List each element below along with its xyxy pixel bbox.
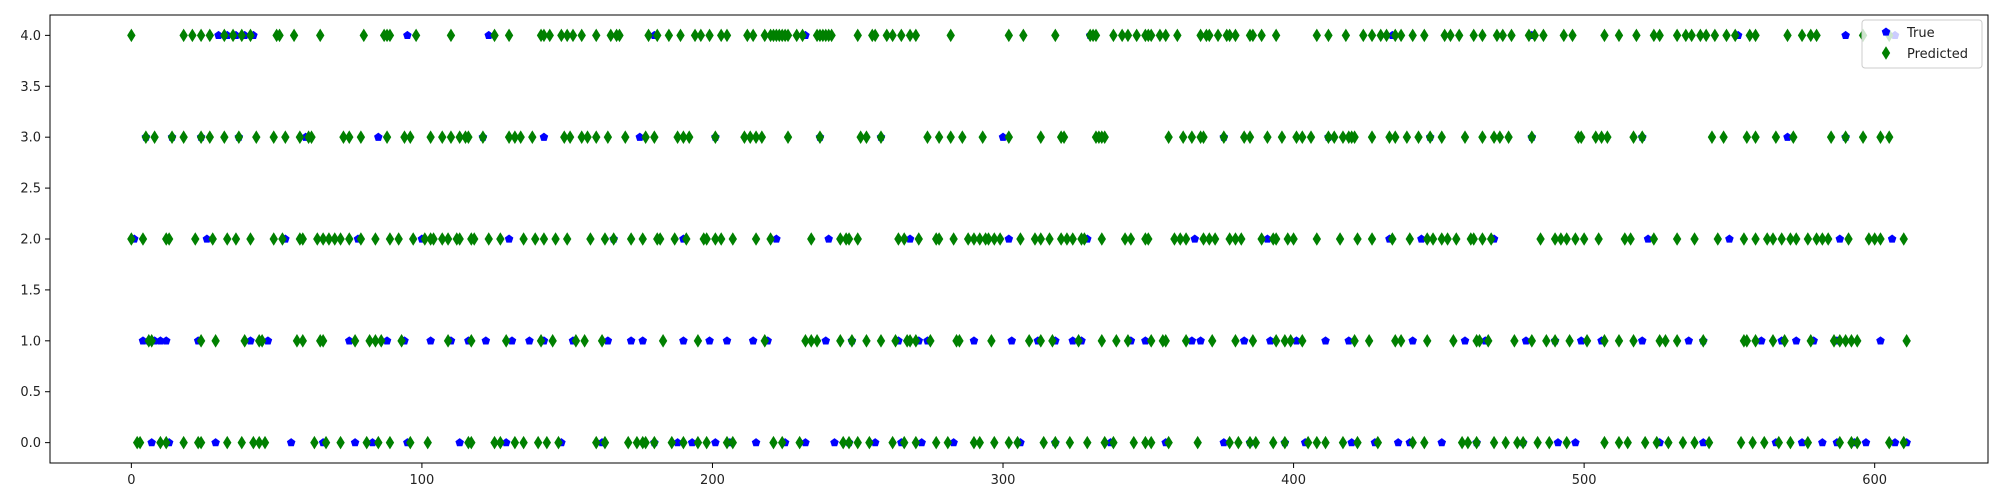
y-tick-label: 0.5: [20, 385, 41, 401]
y-tick-label: 2.5: [20, 181, 41, 197]
x-tick-label: 300: [990, 473, 1016, 488]
y-tick-label: 4.0: [20, 28, 41, 44]
y-tick-label: 1.5: [20, 283, 41, 299]
y-axis: [20, 29, 50, 451]
x-tick-label: 0: [127, 473, 136, 488]
legend-label-predicted: Predicted: [1907, 47, 1969, 62]
y-tick-label: 2.0: [20, 232, 41, 248]
y-tick-label: 3.5: [20, 79, 41, 95]
legend-label-true: True: [1907, 26, 1935, 41]
legend: [1862, 20, 1982, 68]
x-tick-label: 200: [700, 473, 725, 488]
x-tick-label: 100: [409, 473, 435, 488]
y-tick-label: 3.0: [20, 130, 41, 146]
y-tick-label: 0.0: [20, 436, 41, 452]
x-tick-label: 400: [1281, 473, 1306, 488]
x-axis: [127, 463, 1887, 488]
x-tick-label: 500: [1571, 473, 1597, 488]
x-tick-label: 600: [1862, 473, 1888, 488]
y-tick-label: 1.0: [20, 334, 41, 350]
